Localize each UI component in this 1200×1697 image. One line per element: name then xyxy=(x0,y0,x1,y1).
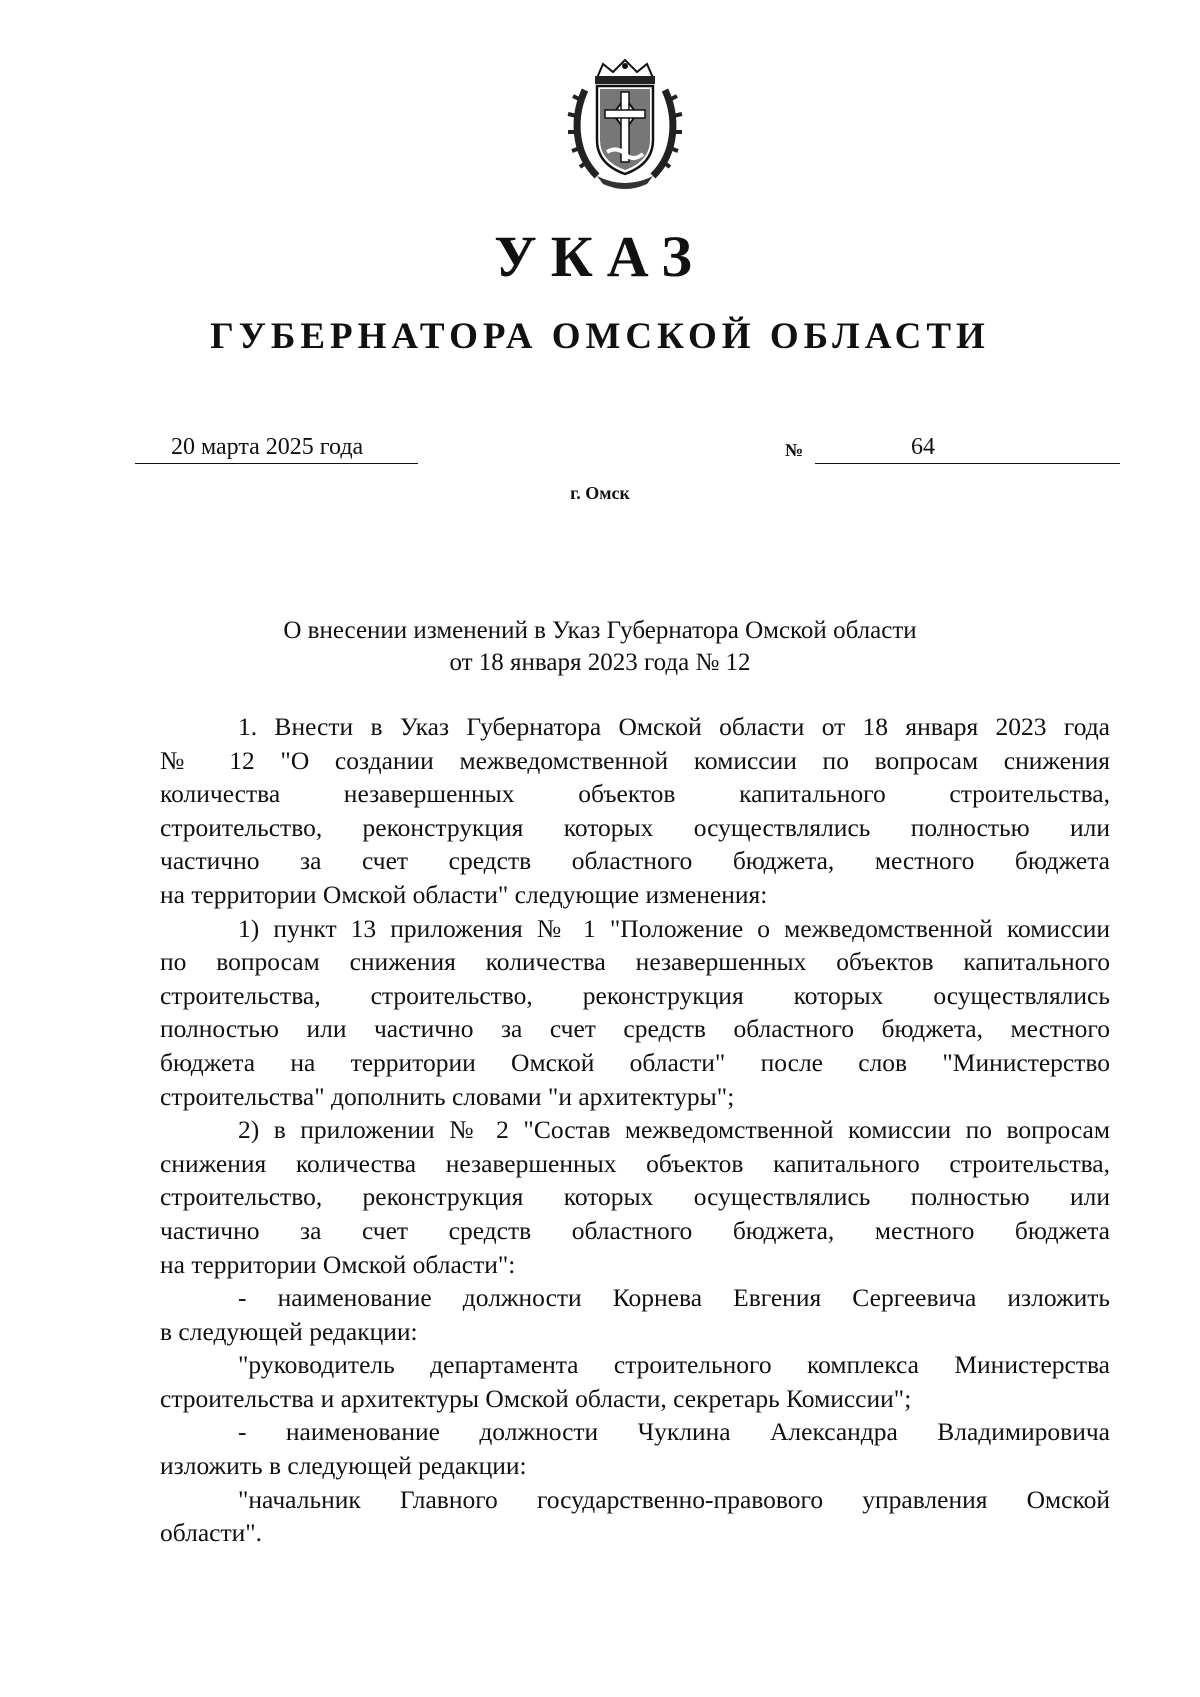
document-body xyxy=(160,710,1110,1550)
coat-of-arms-icon xyxy=(567,56,683,190)
body-line: частично за счет средств областного бюджета, местного бюджета xyxy=(160,1215,1110,1245)
document-heading-line: О внесении изменений в Указ Губернатора Омской области xyxy=(283,617,917,644)
body-line: полностью или частично за счет средств областного бюджета, местного xyxy=(160,1014,1110,1044)
document-type-title: УКАЗ xyxy=(494,224,706,289)
body-line: строительства и архитектуры Омской области, секретарь Комиссии"; xyxy=(160,1383,912,1413)
document-heading xyxy=(0,615,1200,679)
body-line: "руководитель департамента строительного комплекса Министерства xyxy=(238,1350,1110,1380)
decree-number-field xyxy=(815,431,1120,464)
body-line: области". xyxy=(160,1518,263,1548)
body-line: 2) в приложении № 2 "Состав межведомственной комиссии по вопросам xyxy=(238,1115,1110,1145)
body-line: строительство, реконструкция которых осуществлялись полностью или xyxy=(160,1182,1110,1212)
issuer-subtitle: ГУБЕРНАТОРА ОМСКОЙ ОБЛАСТИ xyxy=(210,316,990,357)
body-line: бюджета на территории Омской области" после слов "Министерство xyxy=(160,1047,1110,1077)
body-line: снижения количества незавершенных объектов капитального строительства, xyxy=(160,1148,1110,1178)
body-line: на территории Омской области" следующие изменения: xyxy=(160,879,768,909)
body-line: строительства, строительство, реконструкция которых осуществлялись xyxy=(160,980,1110,1010)
body-line: частично за счет средств областного бюджета, местного бюджета xyxy=(160,846,1110,876)
issue-city: г. Омск xyxy=(570,483,630,503)
body-line: в следующей редакции: xyxy=(160,1316,418,1346)
body-line: на территории Омской области": xyxy=(160,1249,516,1279)
decree-number: 64 xyxy=(911,434,935,460)
body-line: 1) пункт 13 приложения № 1 "Положение о межведомственной комиссии xyxy=(238,913,1110,943)
body-line: - наименование должности Корнева Евгения Сергеевича изложить xyxy=(238,1283,1110,1313)
document-heading-line: от 18 января 2023 года № 12 xyxy=(449,649,751,676)
body-line: - наименование должности Чуклина Александра Владимировича xyxy=(238,1417,1110,1447)
body-line: № 12 "О создании межведомственной комиссии по вопросам снижения xyxy=(160,745,1110,775)
number-sign: № xyxy=(785,440,804,460)
body-line: "начальник Главного государственно-правового управления Омской xyxy=(238,1484,1110,1514)
body-line: по вопросам снижения количества незавершенных объектов капитального xyxy=(160,947,1110,977)
body-line: изложить в следующей редакции: xyxy=(160,1451,527,1481)
body-line: строительства" дополнить словами "и архитектуры"; xyxy=(160,1081,735,1111)
body-line: количества незавершенных объектов капитального строительства, xyxy=(160,779,1110,809)
decree-date-field xyxy=(135,431,418,464)
body-line: 1. Внести в Указ Губернатора Омской области от 18 января 2023 года xyxy=(238,712,1110,741)
decree-date: 20 марта 2025 года xyxy=(171,434,364,460)
body-line: строительство, реконструкция которых осуществлялись полностью или xyxy=(160,812,1110,842)
